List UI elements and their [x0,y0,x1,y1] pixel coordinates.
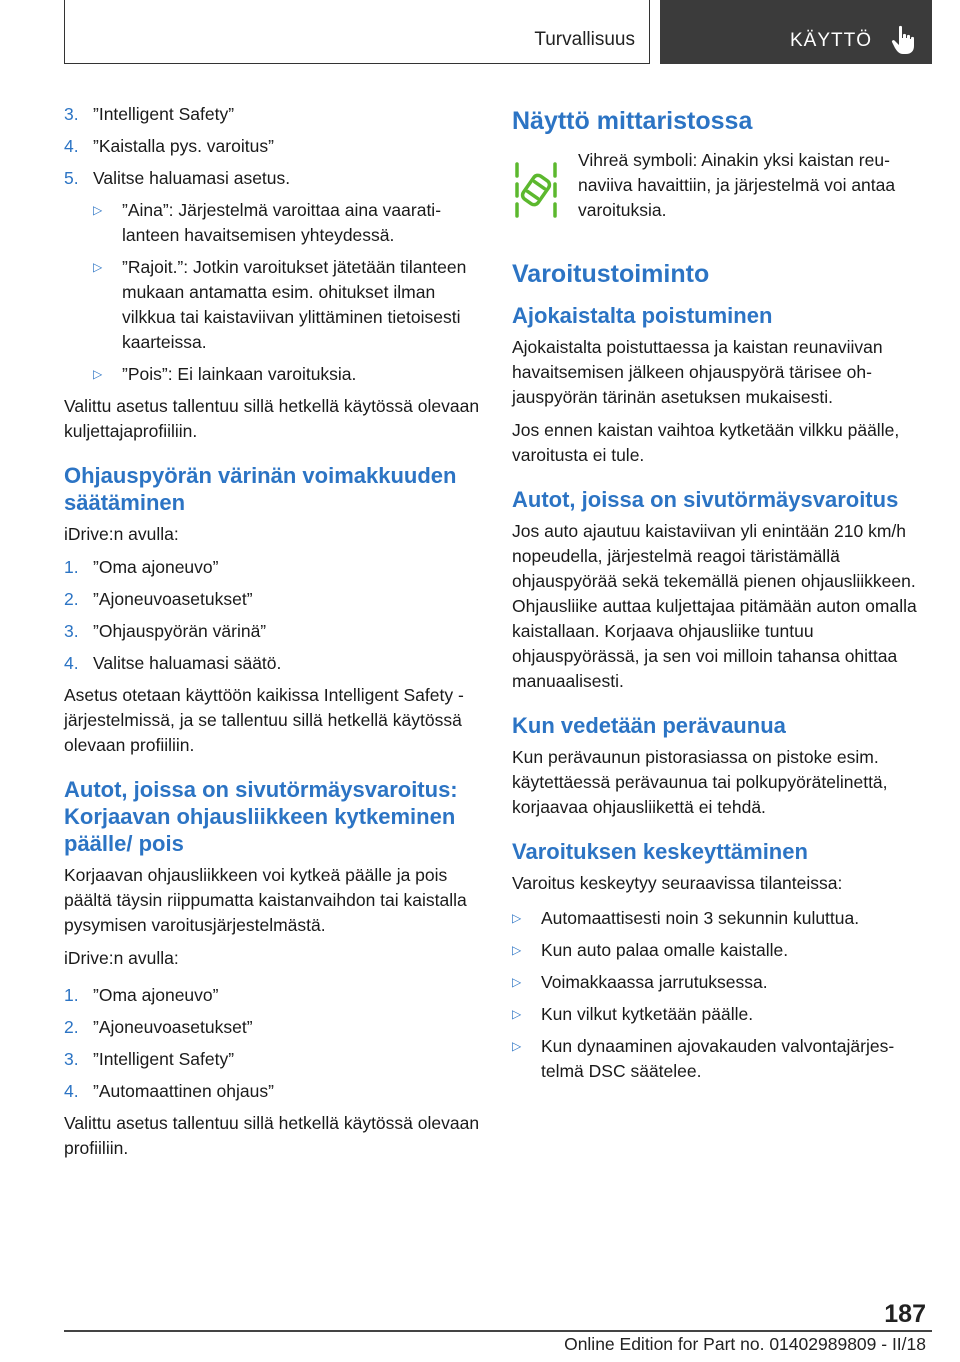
section-heading: Ajokaistalta poistuminen [512,303,773,328]
paragraph: iDrive:n avulla: [64,948,179,968]
page-header [64,0,932,64]
paragraph: Korjaavan ohjausliikkeen voi kytkeä päälle ja pois päältä täysin riippumatta kaistanvaihdon tai kaistalla pysymisen varoitusjärjestelmästä. [64,865,467,935]
page-number: 187 [884,1300,926,1328]
steps-list-1 [64,102,480,191]
left-column [64,102,480,1169]
triangle-bullet-icon: ▷ [512,975,522,989]
edition-note: Online Edition for Part no. 01402989809 - II/18 [564,1334,926,1354]
chapter-tab [660,0,932,64]
list-item: ▷ Automaattisesti noin 3 sekunnin kuluttua. [512,906,928,931]
triangle-bullet-icon: ▷ [512,1039,522,1053]
list-item: 2. ”Ajoneuvoasetukset” [64,1017,253,1037]
lane-departure-warning-icon [512,158,560,218]
section-heading: Näyttö mittaristossa [512,107,753,135]
paragraph: Asetus otetaan käyttöön kaikissa Intelligent Safety -järjestelmissä, ja se tallentuu sillä hetkellä käytössä olevaan profiiliin. [64,685,464,755]
triangle-bullet-icon: ▷ [93,260,103,274]
paragraph: Ajokaistalta poistuttaessa ja kaistan reunaviivan havaitsemisen jälkeen ohjauspyörä tärisee ohjauspyörän tärinän asetuksen mukaisesti. [512,337,883,407]
symbol-row [512,148,928,231]
chapter-title: KÄYTTÖ [790,30,873,51]
list-item: ▷ Voimakkaassa jarrutuksessa. [512,970,928,995]
section-heading: Ohjauspyörän värinän voimakkuuden säätäminen [64,463,457,515]
list-item: ▷ ”Aina”: Järjestelmä varoittaa aina vaaratilanteen havaitsemisen yhteydessä. [93,198,480,248]
footer-divider [64,1330,932,1332]
paragraph: Kun perävaunun pistorasiassa on pistoke esim. käytettäessä perävaunua tai polkupyörätelinettä, korjaavaa ohjausliikettä ei tehdä. [512,747,888,817]
triangle-bullet-icon: ▷ [512,911,522,925]
section-heading: Autot, joissa on sivutörmäysvaroitus: Korjaavan ohjausliikkeen kytkeminen päälle/ pois [64,777,458,856]
list-item: 1. ”Oma ajoneuvo” [64,557,219,577]
list-item: 5. Valitse haluamasi asetus. [64,168,291,188]
section-heading: Kun vedetään perävaunua [512,713,786,738]
hand-pointer-icon [890,24,918,56]
paragraph: iDrive:n avulla: [64,524,179,544]
paragraph: Jos ennen kaistan vaihtoa kytketään vilkku päälle, varoitusta ei tule. [512,420,900,465]
list-item: ▷ ”Rajoit.”: Jotkin varoitukset jätetään tilanteen mukaan antamatta esim. ohitukset ilman vilkkua tai kaistaviivan ylittäminen tietoisesti kaarteissa. [93,255,480,355]
symbol-cell [512,148,578,231]
list-item: 2. ”Ajoneuvoasetukset” [64,589,253,609]
triangle-bullet-icon: ▷ [512,1007,522,1021]
paragraph: Valittu asetus tallentuu sillä hetkellä käytössä olevaan profiiliin. [64,1113,480,1158]
list-item: 3. ”Intelligent Safety” [64,104,235,124]
steps-list-2 [64,555,480,676]
list-item: 4. ”Automaattinen ohjaus” [64,1081,274,1101]
list-item: 1. ”Oma ajoneuvo” [64,985,219,1005]
list-item: ▷ Kun auto palaa omalle kaistalle. [512,938,928,963]
triangle-bullet-icon: ▷ [93,203,103,217]
section-title: Turvallisuus [534,29,635,50]
list-item: 4. Valitse haluamasi säätö. [64,653,282,673]
section-heading: Autot, joissa on sivutörmäysvaroitus [512,487,899,512]
list-item: 3. ”Intelligent Safety” [64,1049,235,1069]
section-heading: Varoitustoiminto [512,260,710,288]
steps-list-3 [64,983,480,1104]
right-column [512,102,928,1091]
section-tab [64,0,650,64]
paragraph: Varoitus keskeytyy seuraavissa tilanteissa: [512,873,843,893]
interrupt-conditions-list [512,906,928,1084]
list-item: 4. ”Kaistalla pys. varoitus” [64,136,274,156]
section-heading: Varoituksen keskeyttäminen [512,839,808,864]
paragraph: Jos auto ajautuu kaistaviivan yli enintään 210 km/h nopeudella, järjestelmä reagoi täristämällä ohjauspyörää sekä tekemällä pienen ohjausliikkeen. Ohjausliike auttaa kuljettajaa pitämään auton omalla kaistallaan. Korjaava ohjausliike tuntuu ohjauspyörässä, ja sen voi milloin tahansa ohittaa manuaalisesti. [512,521,917,691]
list-item: 3. ”Ohjauspyörän värinä” [64,621,267,641]
paragraph: Valittu asetus tallentuu sillä hetkellä käytössä olevaan kuljettajaprofiiliin. [64,396,480,441]
list-item: ▷ Kun vilkut kytketään päälle. [512,1002,928,1027]
triangle-bullet-icon: ▷ [93,367,103,381]
paragraph: Vihreä symboli: Ainakin yksi kaistan reunaviiva havaittiin, ja järjestelmä voi antaa varoituksia. [578,150,896,220]
list-item: ▷ ”Pois”: Ei lainkaan varoituksia. [93,362,480,387]
triangle-bullet-icon: ▷ [512,943,522,957]
setting-options [93,198,480,387]
list-item: ▷ Kun dynaaminen ajovakauden valvontajärjestelmä DSC säätelee. [512,1034,928,1084]
